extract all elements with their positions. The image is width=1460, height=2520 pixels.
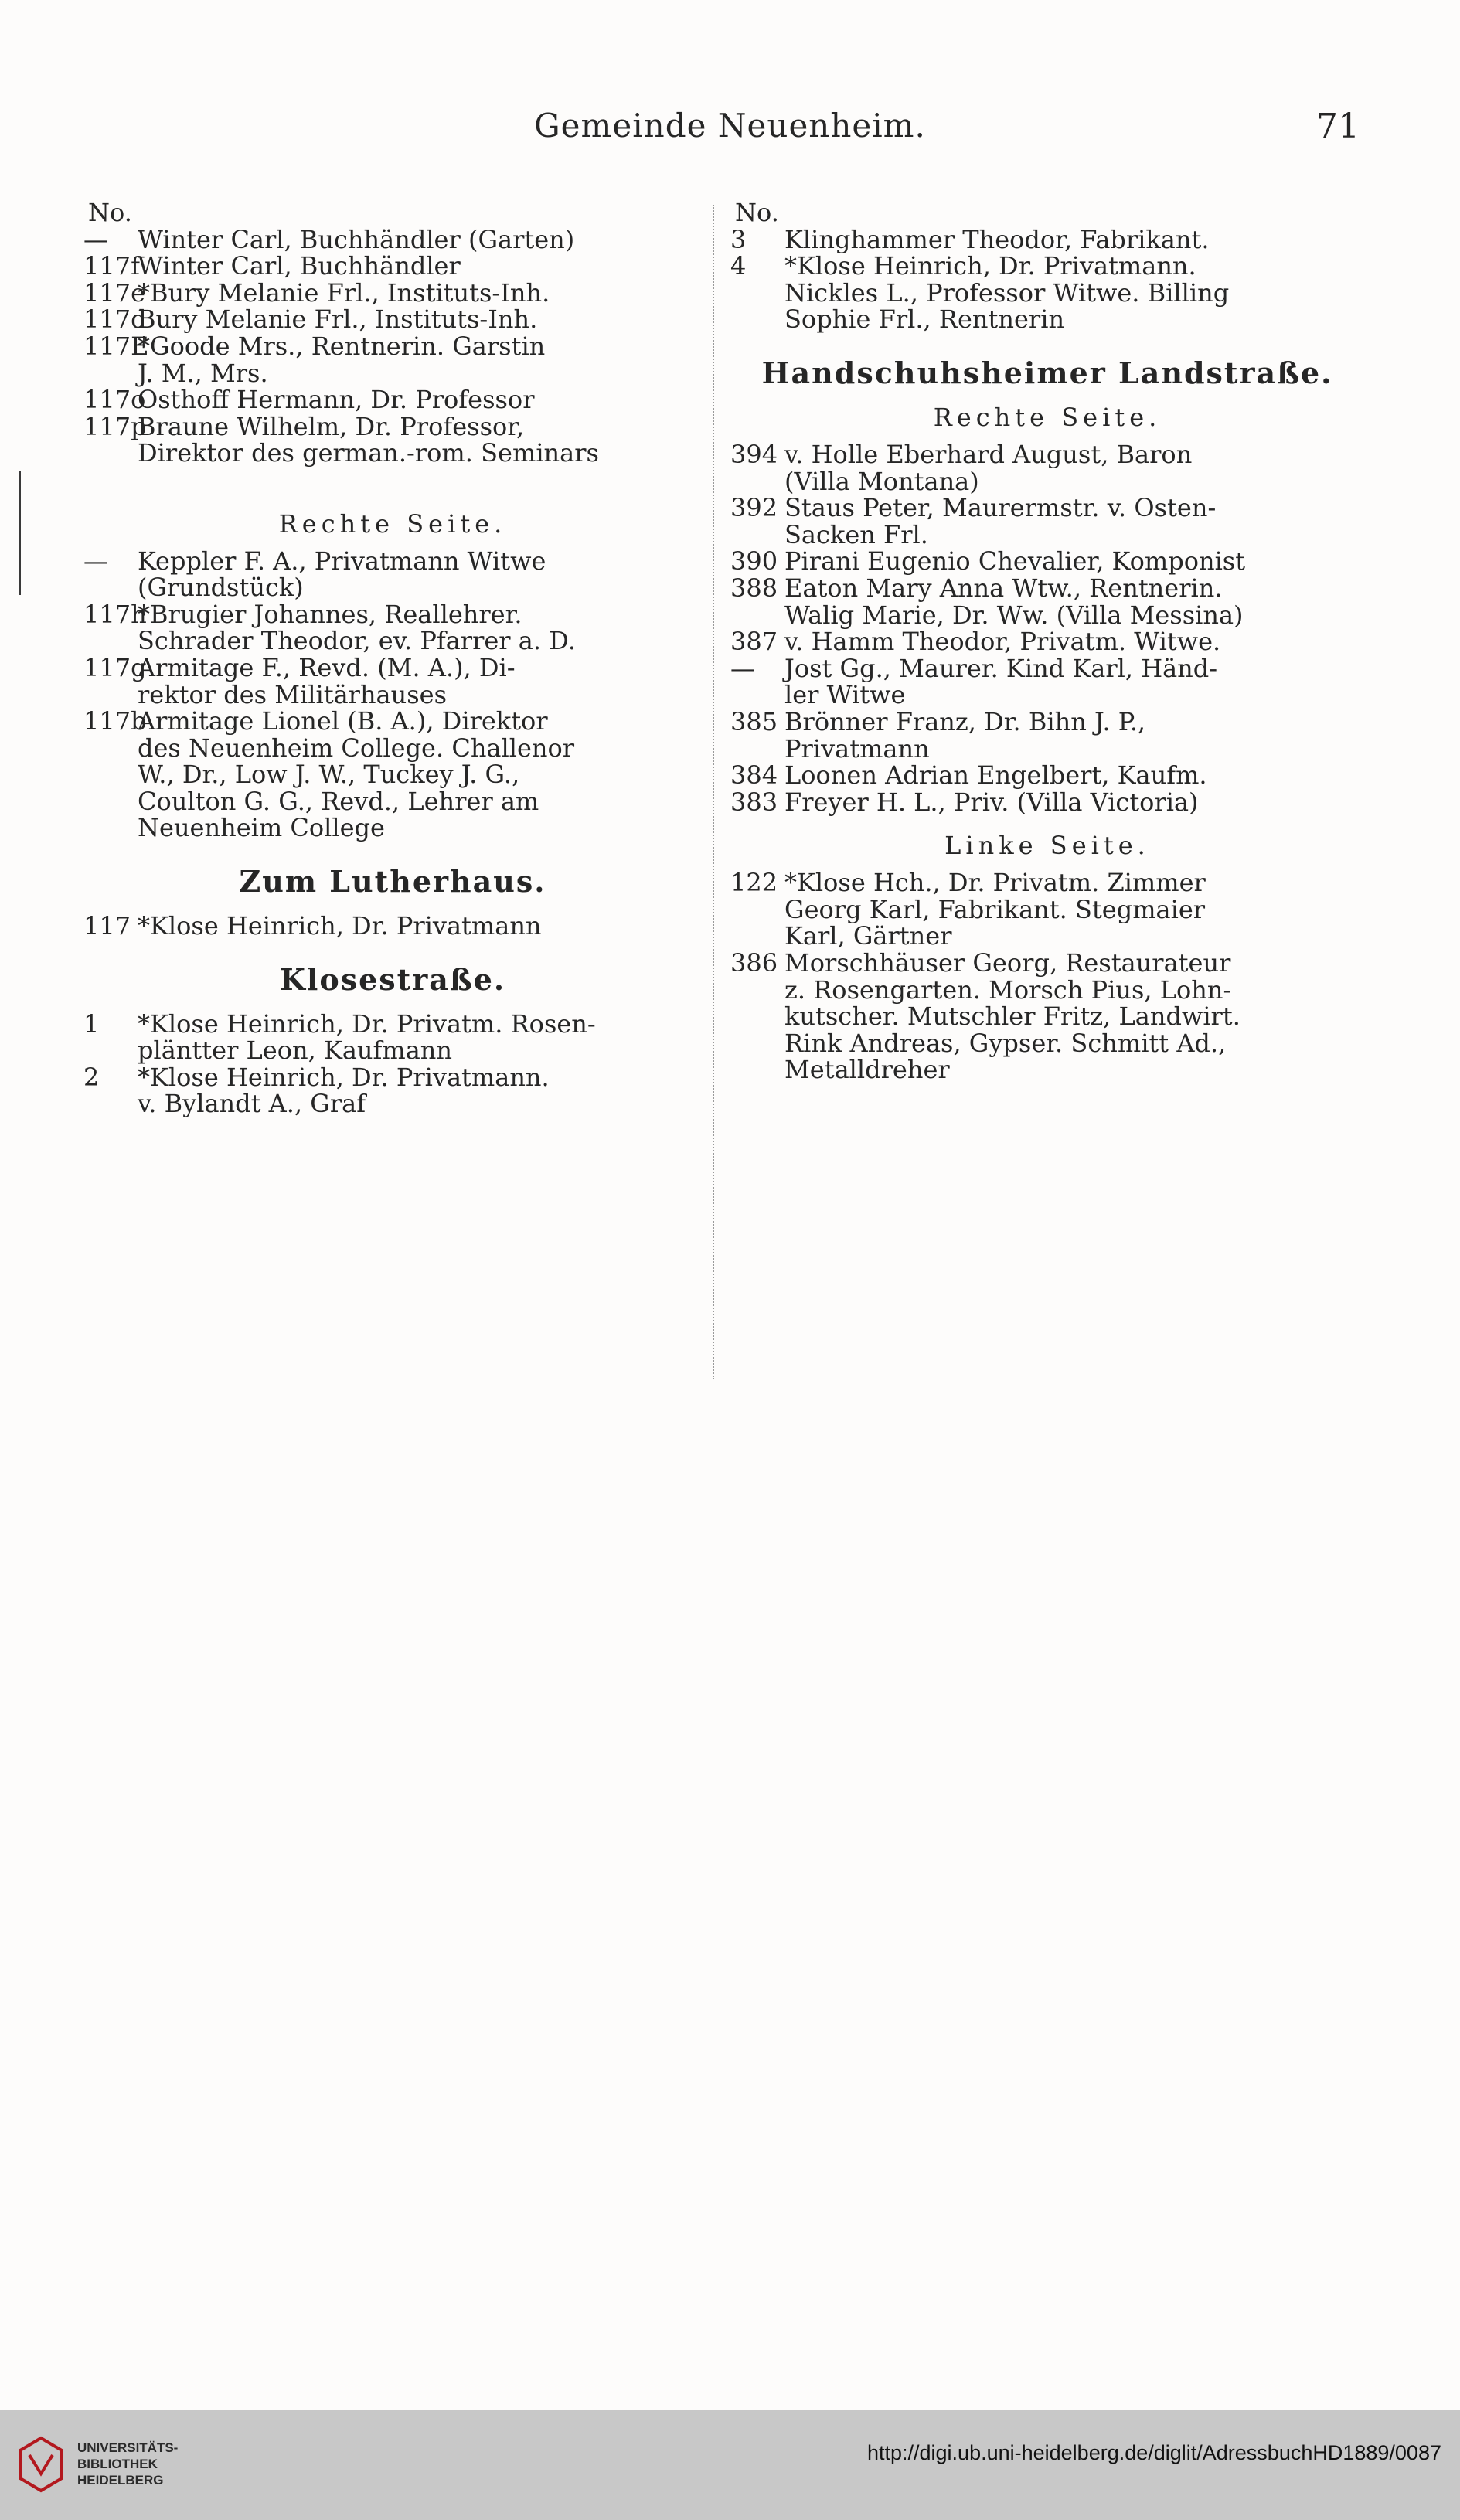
directory-entry	[730, 950, 1364, 977]
house-number: 3	[730, 224, 747, 254]
entry-text: Freyer H. L., Priv. (Villa Victoria)	[784, 787, 1199, 817]
house-number: 2	[83, 1062, 100, 1092]
directory-entry	[83, 708, 702, 735]
directory-entry	[730, 495, 1364, 522]
entry-text: *Klose Heinrich, Dr. Privatmann.	[784, 251, 1196, 281]
directory-entry	[730, 655, 1364, 682]
entry-text: *Klose Heinrich, Dr. Privatmann	[138, 911, 542, 941]
scan-edge-mark	[19, 471, 21, 595]
entry-text: *Klose Heinrich, Dr. Privatm. Rosen-	[138, 1008, 596, 1039]
house-number: 117b	[83, 706, 147, 736]
directory-entry	[730, 733, 1364, 763]
house-number: 117E	[83, 331, 149, 361]
house-number: 384	[730, 760, 778, 791]
directory-entry	[730, 519, 1364, 549]
library-logo-icon	[14, 2433, 68, 2495]
entry-text: Schrader Theodor, ev. Pfarrer a. D.	[138, 626, 576, 656]
subsection-heading: Linke Seite.	[944, 831, 1150, 861]
entry-list	[83, 226, 702, 467]
directory-entry	[730, 923, 1364, 950]
directory-entry	[730, 253, 1364, 280]
entry-text: Coulton G. G., Revd., Lehrer am	[138, 786, 539, 816]
entry-text: Klinghammer Theodor, Fabrikant.	[784, 224, 1210, 254]
directory-entry	[730, 789, 1364, 816]
house-number: 386	[730, 948, 778, 978]
house-number: —	[83, 224, 108, 254]
entry-text: *Goode Mrs., Rentnerin. Garstin	[138, 331, 546, 361]
directory-entry	[83, 226, 702, 253]
house-number: 1	[83, 1008, 100, 1039]
directory-entry	[83, 413, 702, 440]
logo-line: BIBLIOTHEK	[77, 2457, 158, 2471]
directory-entry	[83, 761, 702, 788]
house-number: 117g	[83, 652, 147, 682]
entry-text: Sophie Frl., Rentnerin	[784, 304, 1065, 335]
directory-entry	[83, 601, 702, 628]
entry-text: Privatmann	[784, 733, 930, 763]
entry-text: Bury Melanie Frl., Instituts-Inh.	[138, 304, 538, 335]
directory-entry	[730, 575, 1364, 602]
entry-text: pläntter Leon, Kaufmann	[138, 1036, 453, 1066]
house-number: 117e	[83, 277, 146, 308]
subsection-heading: Rechte Seite.	[278, 508, 507, 539]
house-number: 385	[730, 706, 778, 736]
directory-entry	[83, 333, 702, 360]
entry-text: Nickles L., Professor Witwe. Billing	[784, 277, 1230, 308]
entry-list	[83, 548, 702, 842]
column-label: No.	[88, 198, 132, 227]
subsection-heading: Rechte Seite.	[933, 402, 1162, 432]
entry-text: (Grundstück)	[138, 573, 304, 603]
running-title: Gemeinde Neuenheim.	[534, 107, 926, 145]
directory-entry	[83, 548, 702, 575]
directory-entry	[83, 913, 702, 940]
column-divider	[713, 205, 714, 1379]
entry-text: Armitage F., Revd. (M. A.), Di-	[138, 652, 516, 682]
house-number: 4	[730, 251, 747, 281]
source-url-link[interactable]: http://digi.ub.uni-heidelberg.de/diglit/AdressbuchHD1889/0087	[866, 2441, 1441, 2464]
house-number: 117	[83, 911, 131, 941]
entry-text: *Klose Hch., Dr. Privatm. Zimmer	[784, 868, 1206, 898]
directory-entry	[83, 574, 702, 601]
entry-text: v. Hamm Theodor, Privatm. Witwe.	[784, 627, 1221, 657]
house-number: 387	[730, 627, 778, 657]
directory-entry	[730, 548, 1364, 575]
page-header	[0, 107, 1460, 161]
spacer	[83, 467, 702, 494]
directory-entry	[83, 306, 702, 333]
logo-line: HEIDELBERG	[77, 2473, 164, 2488]
house-number: 394	[730, 439, 778, 469]
library-logo-text	[77, 2440, 178, 2488]
directory-entry	[730, 974, 1364, 1005]
entry-list	[83, 913, 702, 940]
entry-text: Armitage Lionel (B. A.), Direktor	[138, 706, 548, 736]
directory-entry	[83, 814, 702, 842]
street-heading: Klosestraße.	[279, 961, 506, 997]
directory-entry	[730, 896, 1364, 923]
logo-line: UNIVERSITÄTS-	[77, 2440, 179, 2455]
entry-text: v. Holle Eberhard August, Baron	[784, 439, 1193, 469]
entry-text: Osthoff Hermann, Dr. Professor	[138, 385, 535, 415]
directory-entry	[730, 682, 1364, 709]
footer-bar	[0, 2410, 1460, 2520]
entry-text: Keppler F. A., Privatmann Witwe	[138, 546, 546, 576]
street-heading: Handschuhsheimer Landstraße.	[761, 355, 1333, 390]
directory-entry	[83, 386, 702, 413]
entry-text: kutscher. Mutschler Fritz, Landwirt.	[784, 1002, 1240, 1032]
entry-text: Neuenheim College	[138, 813, 385, 843]
house-number: 117d	[83, 304, 147, 335]
house-number: 117f	[83, 251, 140, 281]
entry-list	[730, 226, 1364, 333]
entry-text: Staus Peter, Maurermstr. v. Osten-	[784, 493, 1217, 523]
entry-text: *Brugier Johannes, Reallehrer.	[138, 599, 522, 629]
entry-text: Pirani Eugenio Chevalier, Komponist	[784, 546, 1246, 576]
directory-entry	[730, 869, 1364, 896]
entry-text: J. M., Mrs.	[138, 358, 268, 388]
directory-entry	[730, 1056, 1364, 1083]
directory-entry	[83, 627, 702, 655]
directory-entry	[83, 253, 702, 280]
directory-entry	[730, 468, 1364, 495]
entry-text: Direktor des german.-rom. Seminars	[138, 438, 599, 468]
house-number: —	[730, 653, 755, 683]
directory-entry	[730, 706, 1364, 736]
entry-list	[730, 441, 1364, 815]
entry-text: Georg Karl, Fabrikant. Stegmaier	[784, 894, 1206, 924]
entry-text: Rink Andreas, Gypser. Schmitt Ad.,	[784, 1028, 1227, 1058]
directory-entry	[83, 1090, 702, 1117]
entry-text: W., Dr., Low J. W., Tuckey J. G.,	[138, 760, 520, 790]
entry-text: z. Rosengarten. Morsch Pius, Lohn-	[784, 974, 1232, 1005]
directory-entry	[83, 440, 702, 467]
directory-entry	[730, 1003, 1364, 1030]
house-number: 117o	[83, 385, 146, 415]
entry-text: *Bury Melanie Frl., Instituts-Inh.	[138, 277, 550, 308]
entry-text: des Neuenheim College. Challenor	[138, 733, 575, 763]
house-number: 122	[730, 868, 778, 898]
entry-text: (Villa Montana)	[784, 466, 979, 496]
entry-text: Walig Marie, Dr. Ww. (Villa Messina)	[784, 600, 1244, 630]
house-number: 392	[730, 493, 778, 523]
right-column	[730, 199, 1364, 1083]
directory-entry	[83, 1037, 702, 1064]
entry-text: Eaton Mary Anna Wtw., Rentnerin.	[784, 573, 1223, 603]
house-number: 390	[730, 546, 778, 576]
entry-text: Winter Carl, Buchhändler	[138, 251, 461, 281]
directory-entry	[730, 277, 1364, 308]
directory-entry	[83, 1008, 702, 1039]
directory-entry	[730, 628, 1364, 655]
directory-entry	[83, 788, 702, 815]
directory-entry	[730, 1030, 1364, 1057]
directory-entry	[83, 277, 702, 308]
directory-entry	[730, 306, 1364, 333]
entry-text: rektor des Militärhauses	[138, 679, 448, 709]
column-label: No.	[735, 198, 779, 227]
left-column	[83, 199, 702, 1117]
house-number: 117h	[83, 599, 147, 629]
house-number: 383	[730, 787, 778, 817]
directory-entry	[83, 1064, 702, 1091]
directory-entry	[83, 652, 702, 682]
entry-text: Sacken Frl.	[784, 519, 928, 549]
entry-text: Loonen Adrian Engelbert, Kaufm.	[784, 760, 1207, 791]
entry-text: Braune Wilhelm, Dr. Professor,	[138, 411, 525, 441]
directory-entry	[730, 602, 1364, 629]
street-heading: Zum Lutherhaus.	[239, 864, 546, 900]
house-number: 117p	[83, 411, 147, 441]
entry-text: Metalldreher	[784, 1055, 950, 1085]
page-number: 71	[1316, 107, 1360, 146]
entry-text: Jost Gg., Maurer. Kind Karl, Händ-	[784, 653, 1218, 683]
entry-list	[83, 1008, 702, 1119]
directory-entry	[730, 226, 1364, 253]
entry-text: Karl, Gärtner	[784, 921, 952, 951]
house-number: —	[83, 546, 108, 576]
entry-text: Brönner Franz, Dr. Bihn J. P.,	[784, 706, 1146, 736]
entry-list	[730, 869, 1364, 1083]
entry-text: ler Witwe	[784, 680, 906, 710]
entry-text: *Klose Heinrich, Dr. Privatmann.	[138, 1062, 550, 1092]
directory-entry	[83, 679, 702, 709]
entry-text: Morschhäuser Georg, Restaurateur	[784, 948, 1231, 978]
entry-text: v. Bylandt A., Graf	[138, 1089, 366, 1119]
house-number: 388	[730, 573, 778, 603]
directory-entry	[730, 441, 1364, 468]
directory-entry	[83, 360, 702, 387]
directory-entry	[730, 762, 1364, 789]
directory-entry	[83, 735, 702, 762]
entry-text: Winter Carl, Buchhändler (Garten)	[138, 224, 575, 254]
